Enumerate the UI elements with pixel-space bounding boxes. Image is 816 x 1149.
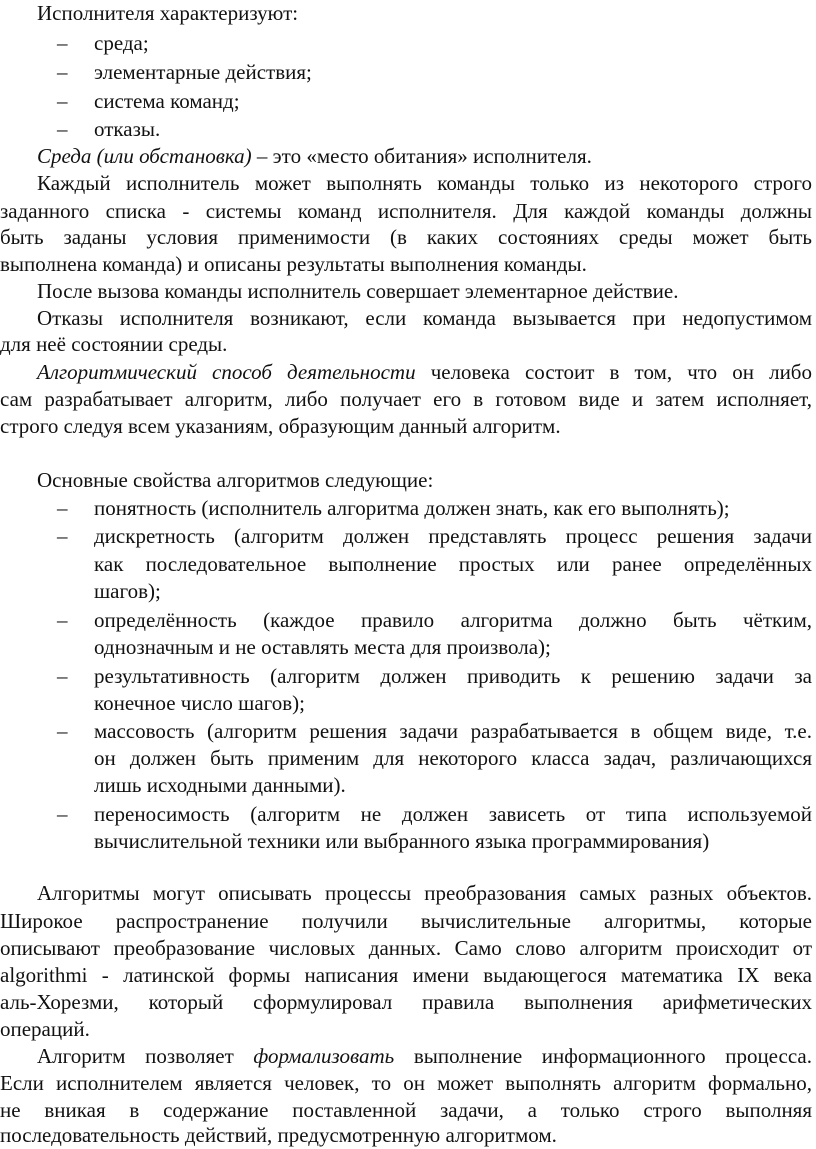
property-line: определённость (каждое правило алгоритма должно быть чётким, xyxy=(94,608,812,632)
formal-term: формализовать xyxy=(253,1044,395,1068)
env-term: Среда (или обстановка) xyxy=(37,144,252,168)
intro-heading: Исполнителя характеризуют: xyxy=(37,1,299,25)
list-dash: – xyxy=(57,802,68,826)
paragraph-line: операций. xyxy=(0,1017,90,1041)
property-line: результативность (алгоритм должен приводить к решению задачи за xyxy=(94,664,812,688)
intro-item: отказы. xyxy=(94,117,161,141)
algo-way-rest: человека состоит в том, что он либо xyxy=(415,360,812,384)
paragraph-line: Широкое распространение получили вычислительные алгоритмы, которые xyxy=(0,909,812,933)
intro-item: система команд; xyxy=(94,89,240,113)
paragraph-line: После вызова команды исполнитель совершает элементарное действие. xyxy=(37,279,679,303)
list-dash: – xyxy=(57,60,68,84)
list-dash: – xyxy=(57,719,68,743)
paragraph-line: описывают преобразование числовых данных. Само слово алгоритм происходит от xyxy=(0,936,812,960)
property-line: дискретность (алгоритм должен представлять процесс решения задачи xyxy=(94,524,812,548)
property-line: переносимость (алгоритм не должен зависеть от типа используемой xyxy=(94,802,812,826)
paragraph-line: Если исполнителем является человек, то он может выполнять алгоритм формально, xyxy=(0,1071,812,1095)
paragraph-line xyxy=(37,1043,812,1070)
property-line: шагов); xyxy=(94,579,161,603)
property-line: понятность (исполнитель алгоритма должен знать, как его выполнять); xyxy=(94,496,730,520)
paragraph-line: Алгоритмы могут описывать процессы преобразования самых разных объектов. xyxy=(37,881,812,905)
paragraph-line: заданного списка - системы команд исполнителя. Для каждой команды должны xyxy=(0,199,812,223)
paragraph-line: аль-Хорезми, который сформулировал правила выполнения арифметических xyxy=(0,990,812,1014)
env-definition xyxy=(37,143,592,170)
property-line: вычислительной техники или выбранного языка программирования) xyxy=(94,829,710,853)
algo-way-term: Алгоритмический способ деятельности xyxy=(37,360,416,384)
property-line: массовость (алгоритм решения задачи разрабатывается в общем виде, т.е. xyxy=(94,719,812,743)
paragraph-line: последовательность действий, предусмотренную алгоритмом. xyxy=(0,1123,557,1147)
formal-post: выполнение информационного процесса. xyxy=(394,1044,812,1068)
paragraph-line xyxy=(37,359,812,386)
properties-heading: Основные свойства алгоритмов следующие: xyxy=(37,468,434,492)
list-dash: – xyxy=(57,664,68,688)
paragraph-line: не вникая в содержание поставленной задачи, а только строго выполняя xyxy=(0,1098,812,1122)
paragraph-line: Каждый исполнитель может выполнять команды только из некоторого строго xyxy=(37,171,812,195)
paragraph-line: выполнена команда) и описаны результаты выполнения команды. xyxy=(0,252,587,276)
paragraph-line: Отказы исполнителя возникают, если команда вызывается при недопустимом xyxy=(37,306,812,330)
paragraph-line: для неё состоянии среды. xyxy=(0,332,228,356)
property-line: лишь исходными данными). xyxy=(94,773,346,797)
paragraph-line: algorithmi - латинской формы написания имени выдающегося математика IX века xyxy=(0,963,812,987)
env-rest: – это «место обитания» исполнителя. xyxy=(251,144,592,168)
property-line: он должен быть применим для некоторого класса задач, различающихся xyxy=(94,746,812,770)
formal-pre: Алгоритм позволяет xyxy=(37,1044,254,1068)
intro-item: среда; xyxy=(94,31,149,55)
list-dash: – xyxy=(57,496,68,520)
intro-item: элементарные действия; xyxy=(94,60,312,84)
paragraph-line: сам разрабатывает алгоритм, либо получает его в готовом виде и затем исполняет, xyxy=(0,387,812,411)
list-dash: – xyxy=(57,89,68,113)
list-dash: – xyxy=(57,608,68,632)
paragraph-line: строго следуя всем указаниям, образующим данный алгоритм. xyxy=(0,414,561,438)
property-line: однозначным и не оставлять места для произвола); xyxy=(94,635,551,659)
paragraph-line: быть заданы условия применимости (в каких состояниях среды может быть xyxy=(0,225,812,249)
list-dash: – xyxy=(57,31,68,55)
list-dash: – xyxy=(57,117,68,141)
property-line: как последовательное выполнение простых или ранее определённых xyxy=(94,552,812,576)
property-line: конечное число шагов); xyxy=(94,691,305,715)
list-dash: – xyxy=(57,524,68,548)
